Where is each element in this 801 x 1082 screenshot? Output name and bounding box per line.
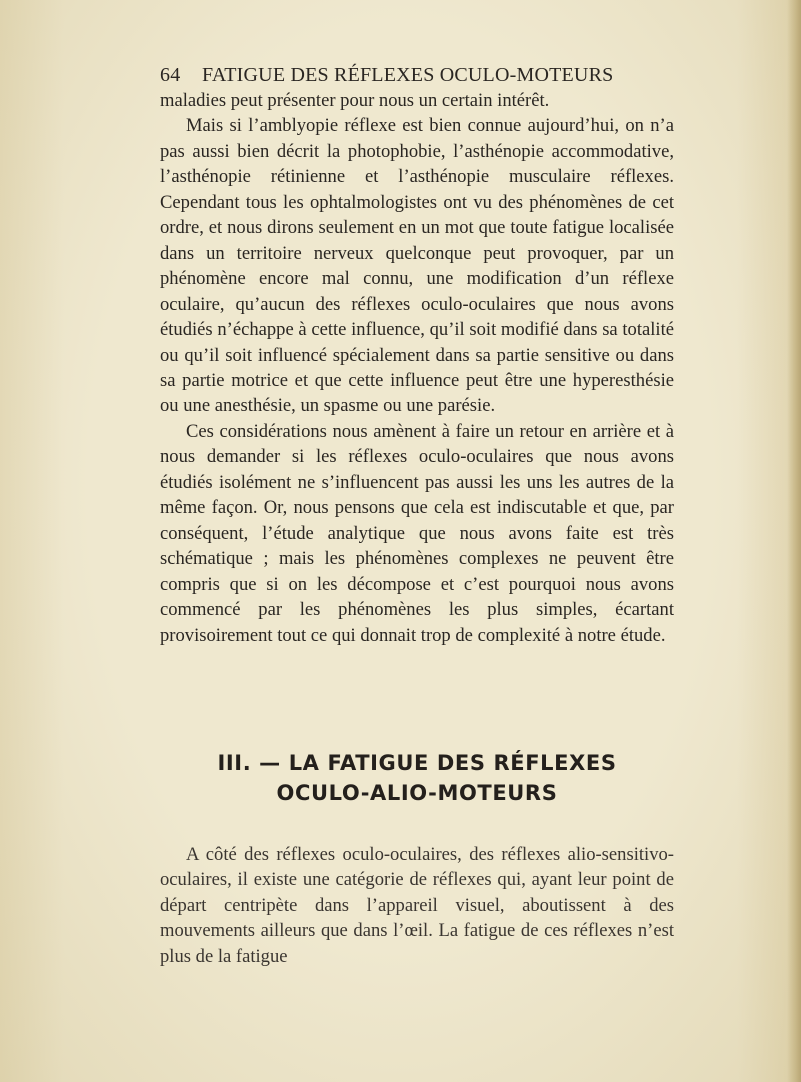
section-heading [160,748,674,808]
page-number: 64 [160,64,181,86]
running-title: FATIGUE DES RÉFLEXES OCULO-MOTEURS [202,64,614,86]
page-edge-shadow [787,0,801,1082]
section-heading-line: III. — LA FATIGUE DES RÉFLEXES [217,751,617,775]
paragraph-continued: maladies peut présenter pour nous un certain intérêt. [160,90,550,111]
paragraph: Ces considérations nous amènent à faire un retour en arrière et à nous demander si les réflexes oculo-oculaires que nous avons étudiés isolément ne s’influencent pas aussi les uns les autres de la même façon. Or, nous pensons que cela est indiscutable et que, par conséquent, l’étude analytique que nous avons faite est très schématique ; mais les phénomènes complexes ne peuvent être compris que si on les décompose et c’est pourquoi nous avons commencé par les phénomènes les plus simples, écartant provisoirement tout ce qui donnait trop de complexité à notre étude. [160,420,674,646]
paragraph: Mais si l’amblyopie réflexe est bien connue aujourd’hui, on n’a pas aussi bien décrit la photophobie, l’asthénopie accommodative, l’asthénopie rétinienne et l’asthénopie musculaire réflexes. Cependant tous les ophtalmologistes ont vu des phénomènes de cet ordre, et nous dirons seulement en un mot que toute fatigue localisée dans un territoire nerveux quelconque peut provoquer, par un phénomène encore mal connu, une modification d’un réflexe oculaire, qu’aucun des réflexes oculo-oculaires que nous avons étudiés n’échappe à cette influence, qu’il soit modifié dans sa totalité ou qu’il soit influencé spécialement dans sa partie sensitive ou dans sa partie motrice et que cette influence peut être une hyperesthésie ou une anesthésie, un spasme ou une parésie. [160,115,674,417]
body-text [160,88,674,648]
section-body [160,842,674,969]
paragraph: A côté des réflexes oculo-oculaires, des réflexes alio-sensitivo-oculaires, il existe une catégorie de réflexes qui, ayant leur point de départ centripète dans l’appareil visuel, aboutissent à des mouvements ailleurs que dans l’œil. La fatigue de ces réflexes n’est plus de la fatigue [160,844,674,967]
section-heading-line: OCULO-ALIO-MOTEURS [276,781,558,805]
